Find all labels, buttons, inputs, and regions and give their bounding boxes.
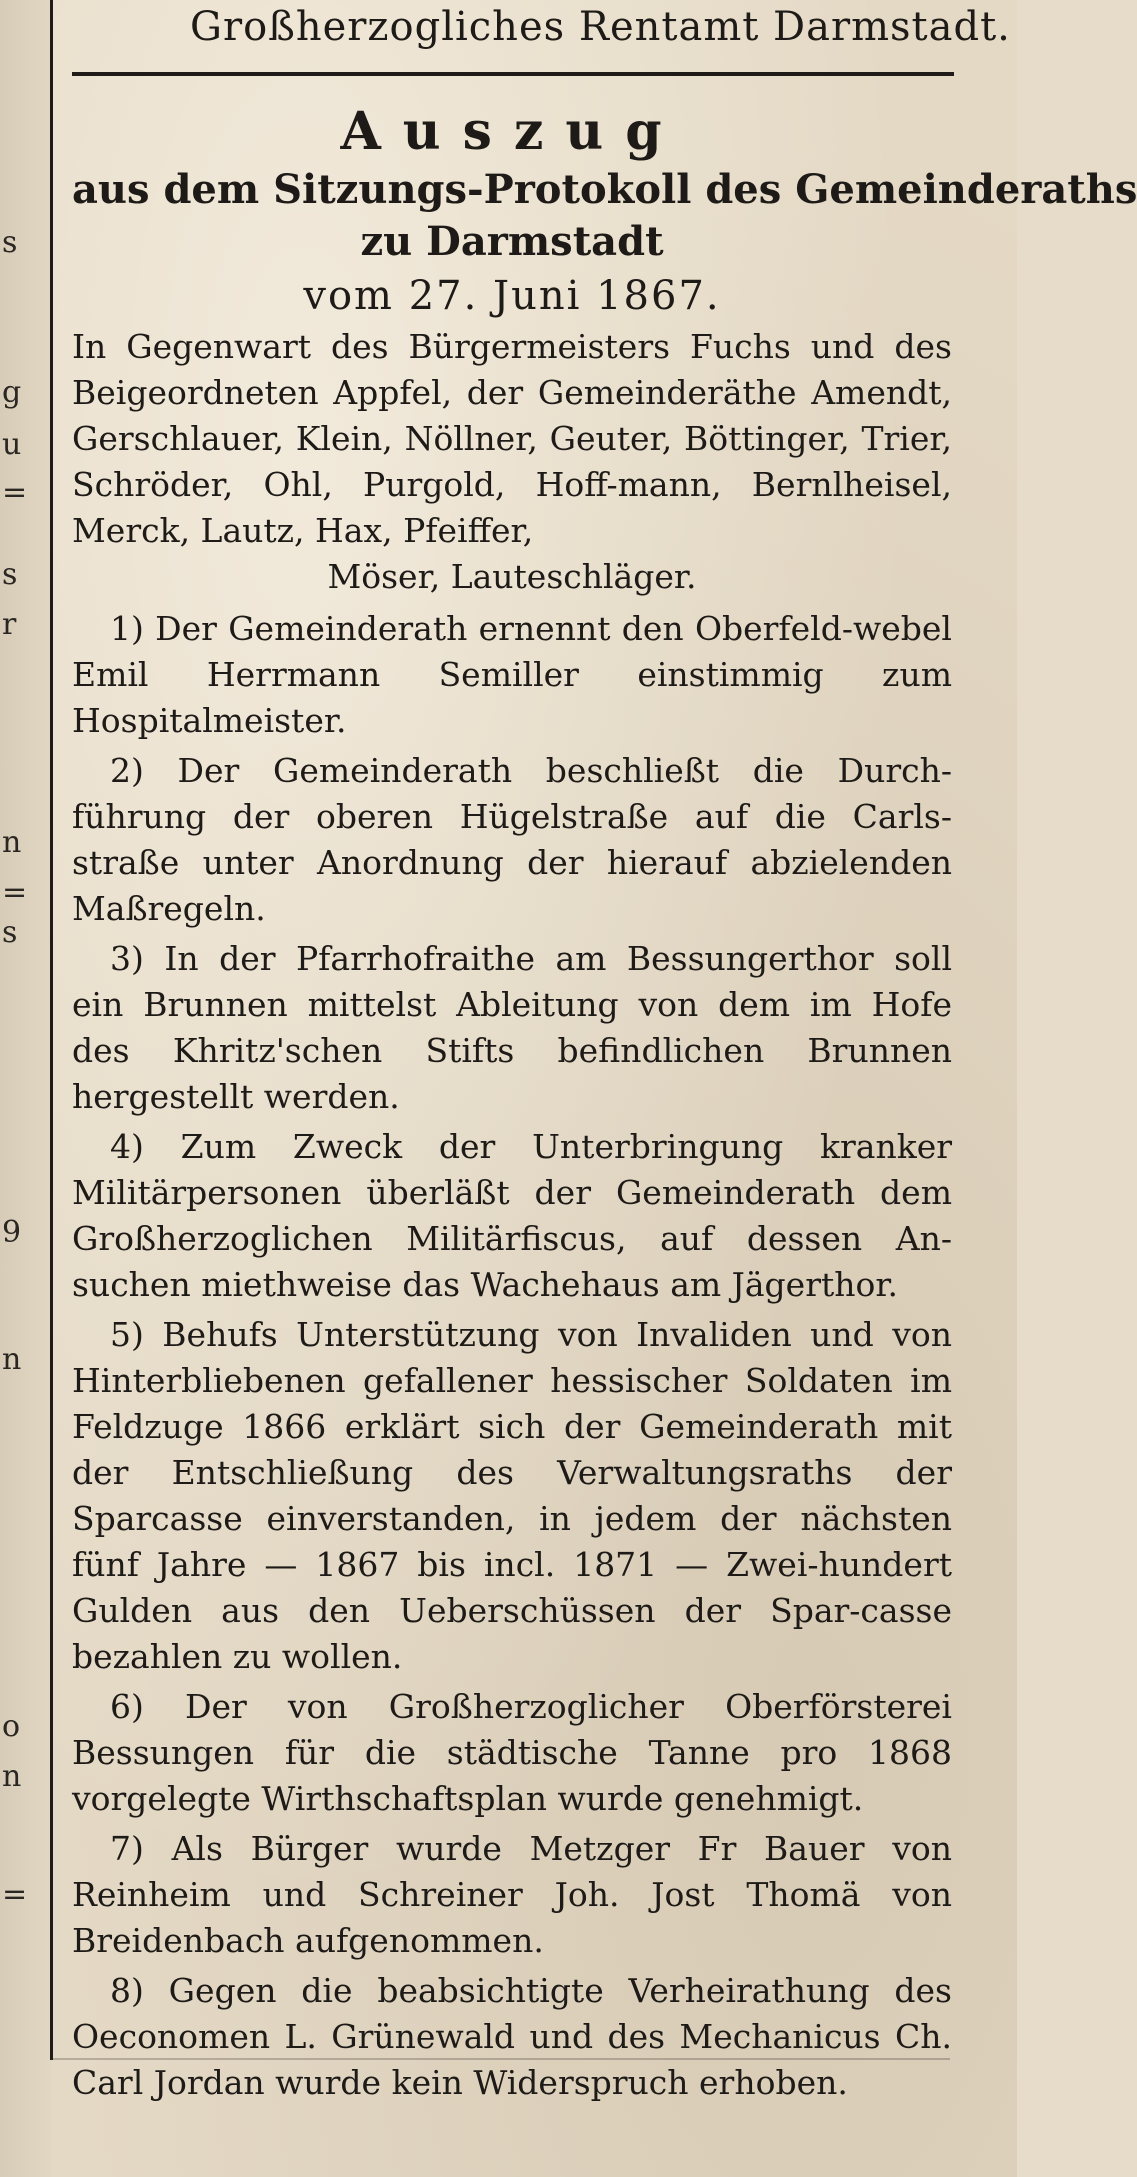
left-fragment: = [2,475,28,510]
left-fragment: s [2,225,18,260]
header-office-line: Großherzogliches Rentamt Darmstadt. [190,4,1011,50]
left-fragment: r [2,607,17,642]
left-fragment: 9 [2,1215,22,1250]
left-fragment: n [2,825,22,860]
left-fragment: = [2,875,28,910]
header-rule [72,72,954,76]
left-fragment: u [2,427,22,462]
article [72,100,1137,2106]
protocol-item-2: 2) Der Gemeinderath beschließt die Durch-führung der oberen Hügelstraße auf die Carls-straße unter Anordnung der hierauf abzielenden Maßregeln. [72,751,952,928]
bottom-edge [50,2058,950,2060]
left-neighbour-column [0,0,52,2177]
article-subtitle: aus dem Sitzungs-Protokoll des Gemeinderaths [72,166,1137,213]
article-date: vom 27. Juni 1867. [303,273,721,319]
attendance-last-line: Möser, Lauteschläger. [327,557,697,596]
protocol-item-3: 3) In der Pfarrhofraithe am Bessungerthor soll ein Brunnen mittelst Ableitung von dem im Hofe des Khritz'schen Stifts befindlichen Brunnen hergestellt werden. [72,939,952,1116]
protocol-item-1: 1) Der Gemeinderath ernennt den Oberfeld-webel Emil Herrmann Semiller einstimmig zum Hospitalmeister. [72,609,952,740]
left-fragment: g [2,375,22,410]
protocol-item-8: 8) Gegen die beabsichtigte Verheirathung des Oeconomen L. Grünewald und des Mechanicus Ch. Carl Jordan wurde kein Widerspruch erhoben. [72,1971,952,2102]
protocol-item-4: 4) Zum Zweck der Unterbringung kranker Militärpersonen überläßt der Gemeinderath dem Großherzoglichen Militärfiscus, auf dessen An-suchen miethweise das Wachehaus am Jägerthor. [72,1127,952,1304]
left-fragment: s [2,915,18,950]
left-fragment: o [2,1709,21,1744]
protocol-item-7: 7) Als Bürger wurde Metzger Fr Bauer von Reinheim und Schreiner Joh. Jost Thomä von Breidenbach aufgenommen. [72,1829,952,1960]
protocol-item-6: 6) Der von Großherzoglicher Oberförsterei Bessungen für die städtische Tanne pro 1868 vorgelegte Wirthschaftsplan wurde genehmigt. [72,1687,952,1818]
article-title: Auszug [340,101,684,162]
left-fragment: = [2,1877,28,1912]
protocol-item-5: 5) Behufs Unterstützung von Invaliden und von Hinterbliebenen gefallener hessischer Soldaten im Feldzuge 1866 erklärt sich der Gemeinderath mit der Entschließung des Verwaltungsraths der Sparcasse einverstanden, in jedem der nächsten fünf Jahre — 1867 bis incl. 1871 — Zwei-hundert Gulden aus den Ueberschüssen der Spar-casse bezahlen zu wollen. [72,1315,952,1676]
left-fragment: n [2,1759,22,1794]
left-fragment: n [2,1342,22,1377]
article-subtitle-place: zu Darmstadt [360,218,664,265]
attendance-paragraph: In Gegenwart des Bürgermeisters Fuchs und des Beigeordneten Appfel, der Gemeinderäthe Amendt, Gerschlauer, Klein, Nöllner, Geuter, Böttinger, Trier, Schröder, Ohl, Purgold, Hoff-mann, Bernlheisel, Merck, Lautz, Hax, Pfeiffer, [72,327,952,550]
column-divider [50,0,53,2060]
left-fragment: s [2,557,18,592]
